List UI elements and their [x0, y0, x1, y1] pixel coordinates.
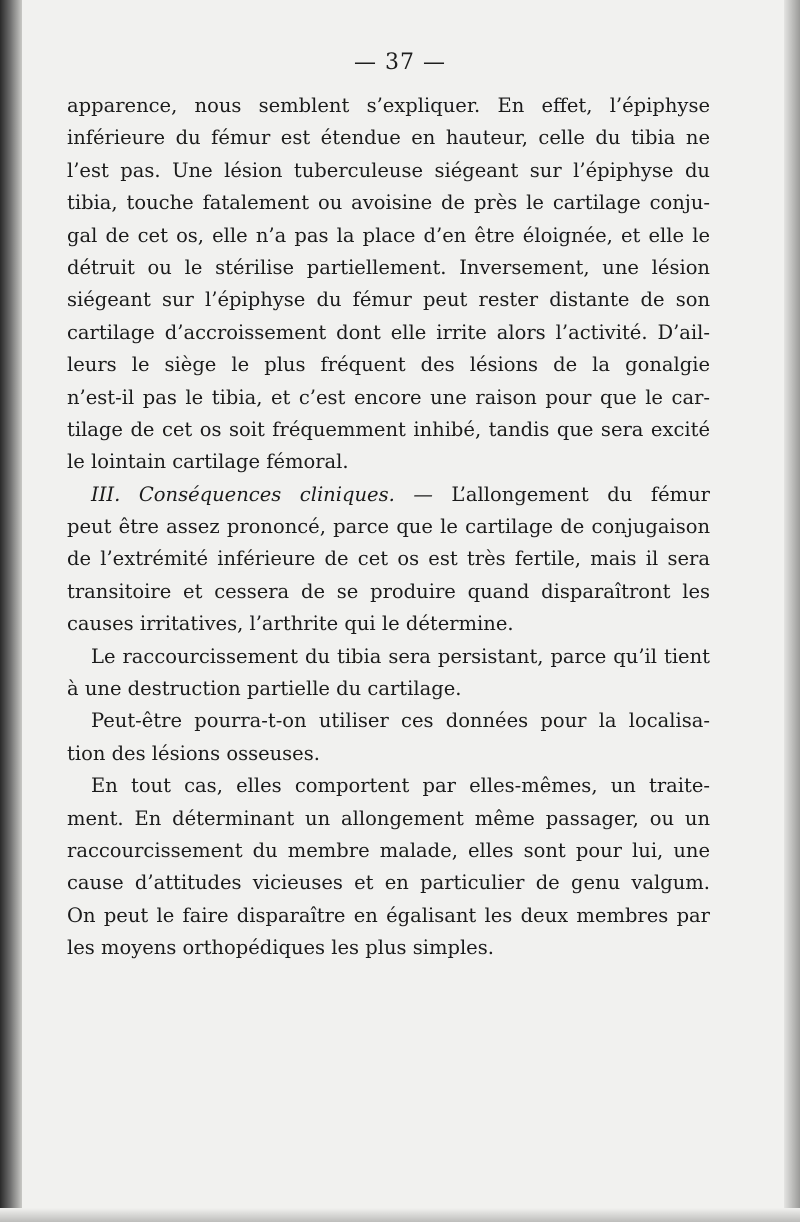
text-line: l’est pas. Une lésion tuberculeuse siégeant sur l’épiphyse du: [67, 158, 710, 182]
text-line: transitoire et cessera de se produire quand disparaîtront les: [67, 579, 710, 603]
text-line: causes irritatives, l’arthrite qui le détermine.: [67, 612, 514, 636]
text-line: inférieure du fémur est étendue en hauteur, celle du tibia ne: [67, 126, 710, 150]
text-line: siégeant sur l’épiphyse du fémur peut rester distante de son: [67, 288, 710, 312]
text-line: de l’extrémité inférieure de cet os est très fertile, mais il sera: [67, 547, 710, 571]
text-line: apparence, nous semblent s’expliquer. En effet, l’épiphyse: [67, 94, 710, 117]
paragraph-first-line: En tout cas, elles comportent par elles-mêmes, un traite-: [91, 774, 710, 798]
page-shadow-right: [784, 0, 800, 1222]
page-shadow-left: [0, 0, 22, 1222]
section-heading-line: [67, 479, 710, 511]
paragraph-first-line: Peut-être pourra-t-on utiliser ces données pour la localisa-: [91, 709, 710, 733]
page-number: — 37 —: [354, 50, 446, 75]
text-line: tilage de cet os soit fréquemment inhibé, tandis que sera excité: [67, 417, 710, 441]
section-heading: III. Conséquences cliniques. —: [91, 482, 433, 506]
text-line: tibia, touche fatalement ou avoisine de près le cartilage conju-: [67, 191, 710, 215]
text-line: cause d’attitudes vicieuses et en particulier de genu valgum.: [67, 871, 710, 895]
text-line: cartilage d’accroissement dont elle irrite alors l’activité. D’ail-: [67, 320, 710, 344]
text-line: le lointain cartilage fémoral.: [67, 450, 349, 474]
text-line: détruit ou le stérilise partiellement. Inversement, une lésion: [67, 255, 710, 279]
text-line: à une destruction partielle du cartilage.: [67, 677, 462, 701]
text-line: peut être assez prononcé, parce que le cartilage de conjugaison: [67, 515, 710, 539]
text-line: ment. En déterminant un allongement même passager, ou un: [67, 806, 710, 830]
page-shadow-bottom: [0, 1208, 800, 1222]
text-line: On peut le faire disparaître en égalisant les deux membres par: [67, 903, 710, 927]
text-line: les moyens orthopédiques les plus simples.: [67, 936, 494, 960]
text-line: leurs le siège le plus fréquent des lésions de la gonalgie: [67, 353, 710, 377]
body-text: [67, 90, 710, 965]
paragraph-first-line: Le raccourcissement du tibia sera persistant, parce qu’il tient: [91, 644, 710, 668]
text-line: raccourcissement du membre malade, elles sont pour lui, une: [67, 838, 710, 862]
text-line: n’est-il pas le tibia, et c’est encore une raison pour que le car-: [67, 385, 710, 409]
text-line: tion des lésions osseuses.: [67, 741, 320, 765]
section-heading-text: L’allongement du fémur: [432, 482, 710, 506]
text-line: gal de cet os, elle n’a pas la place d’en être éloignée, et elle le: [67, 223, 710, 247]
